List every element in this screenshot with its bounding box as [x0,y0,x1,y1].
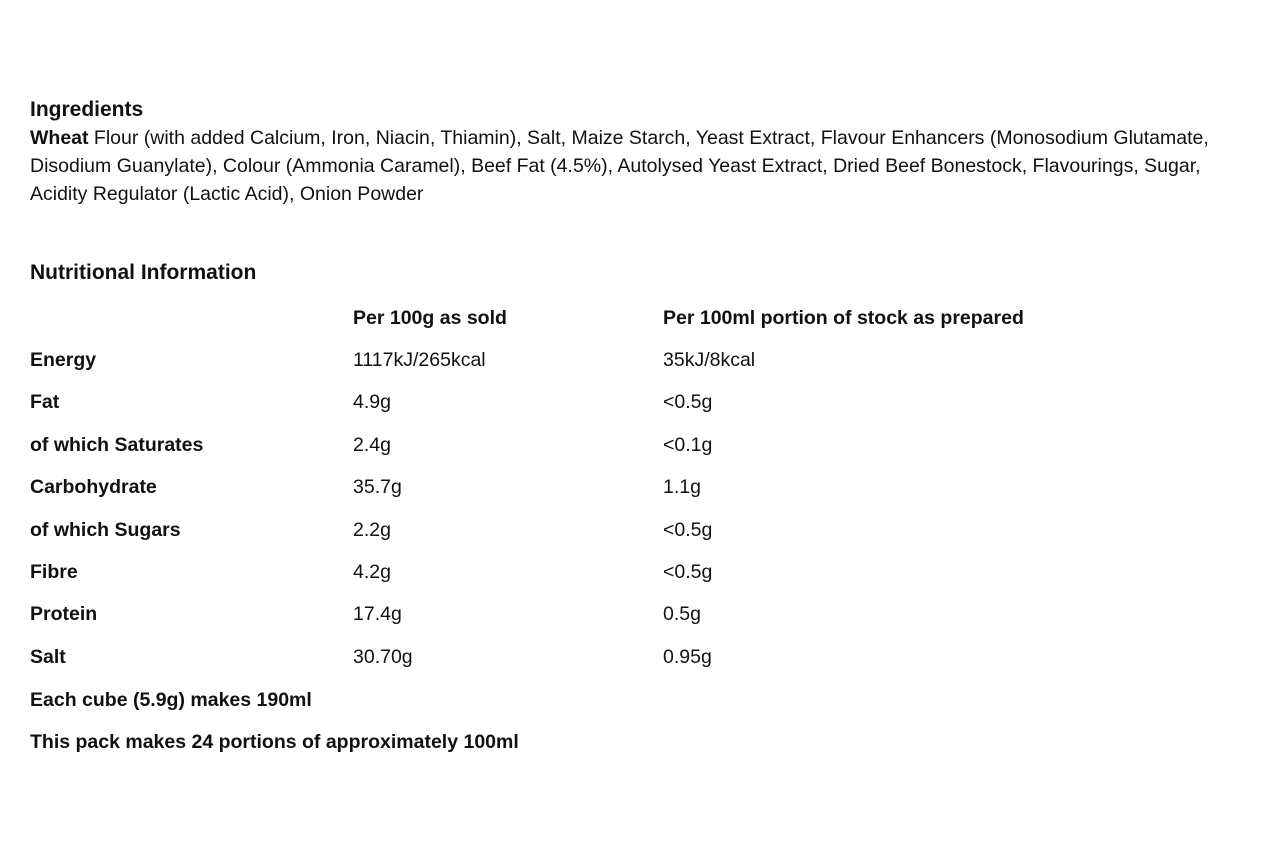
table-row [30,424,1163,466]
nutrient-per-100ml: 1.1g [663,476,701,499]
nutrient-per-100g: 35.7g [353,476,402,499]
nutrient-per-100ml: <0.5g [663,391,713,414]
nutrient-per-100g: 1117kJ/265kcal [353,349,486,372]
nutrition-header-row [30,297,1163,339]
nutrition-header-label [30,297,353,339]
nutrient-per-100ml: <0.1g [663,433,713,456]
table-row [30,339,1163,381]
nutrient-per-100ml: 0.5g [663,603,701,626]
ingredients-list [30,124,1260,208]
nutrient-label: Fat [30,391,60,414]
nutrient-per-100g: 2.2g [353,518,391,541]
table-row [30,636,1163,678]
nutrient-label: Carbohydrate [30,476,157,499]
nutrient-label: of which Saturates [30,433,204,456]
table-row [30,382,1163,424]
nutrient-per-100ml: <0.5g [663,518,713,541]
nutrition-header-per-100ml: Per 100ml portion of stock as prepared [663,306,1024,329]
nutrient-per-100g: 30.70g [353,645,413,668]
nutrient-per-100g: 17.4g [353,603,402,626]
table-row [30,551,1163,593]
table-row [30,467,1163,509]
table-row [30,594,1163,636]
nutrient-label: Fibre [30,561,78,584]
product-info-page [30,96,1260,763]
ingredients-section [30,96,1260,208]
nutrition-heading: Nutritional Information [30,261,257,284]
pack-portions-note: This pack makes 24 portions of approximately 100ml [30,730,519,753]
nutrition-section [30,259,1260,763]
nutrient-label: Salt [30,645,66,668]
nutrient-per-100g: 2.4g [353,433,391,456]
ingredients-heading: Ingredients [30,98,144,121]
nutrient-label: of which Sugars [30,518,181,541]
nutrition-table [30,297,1163,679]
nutrient-label: Energy [30,349,97,372]
nutrient-per-100g: 4.9g [353,391,391,414]
ingredients-text: Flour (with added Calcium, Iron, Niacin, Thiamin), Salt, Maize Starch, Yeast Extract, Flavour Enhancers (Monosodium Glutamate, Disodium Guanylate), Colour (Ammonia Caramel), Beef Fat (4.5%), Autolysed Yeast Extract, Dried Beef Bonestock, Flavourings, Sugar, Acidity Regulator (Lactic Acid), Onion Powder [30,127,1209,205]
nutrient-per-100ml: 35kJ/8kcal [663,349,756,372]
nutrient-label: Protein [30,603,98,626]
nutrient-per-100g: 4.2g [353,561,391,584]
nutrient-per-100ml: <0.5g [663,561,713,584]
nutrition-header-per-100g: Per 100g as sold [353,306,507,329]
ingredients-allergen-word: Wheat [30,127,89,149]
cube-yield-note: Each cube (5.9g) makes 190ml [30,688,312,711]
nutrient-per-100ml: 0.95g [663,645,712,668]
table-row [30,509,1163,551]
